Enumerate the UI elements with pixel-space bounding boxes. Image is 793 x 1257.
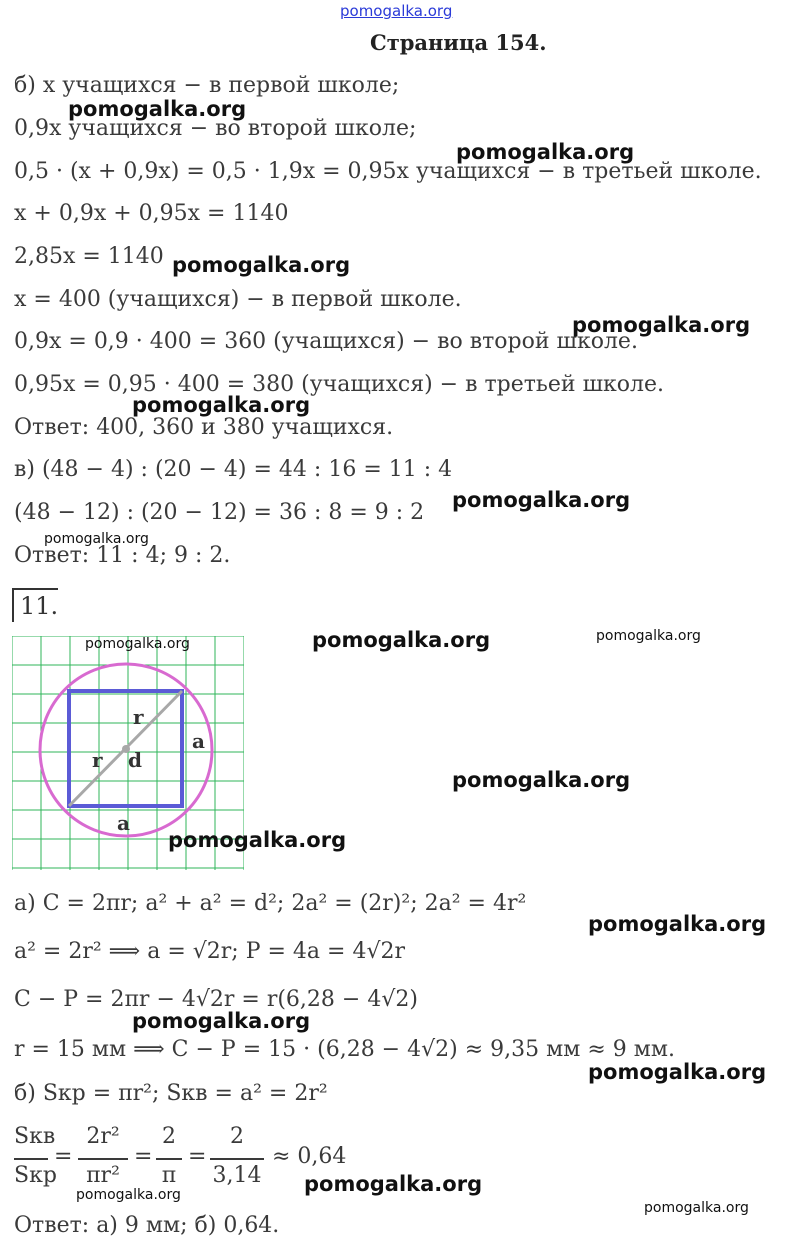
fraction-num: Sкв [14,1124,56,1149]
watermark: pomogalka.org [312,628,491,652]
answer-line: Ответ: а) 9 мм; б) 0,64. [14,1213,280,1238]
watermark: pomogalka.org [456,140,635,164]
fraction-num: 2 [230,1124,244,1149]
watermark: pomogalka.org [304,1172,483,1196]
equals-sign: = [134,1144,153,1169]
fraction-num: 2 [162,1124,176,1149]
solution-line: в) (48 − 4) : (20 − 4) = 44 : 16 = 11 : 4 [14,457,453,482]
watermark: pomogalka.org [644,1200,749,1216]
solution-line: C − P = 2πr − 4√2r = r(6,28 − 4√2) [14,987,418,1012]
task-number: 11. [12,588,58,622]
solution-line: 0,9x учащихся − во второй школе; [14,116,417,141]
fraction-bar [78,1158,128,1160]
solution-line: а) C = 2πr; a² + a² = d²; 2a² = (2r)²; 2a² = 4r² [14,891,527,916]
answer-line: Ответ: 400, 360 и 380 учащихся. [14,415,394,440]
label-r-top: r [133,705,144,729]
watermark: pomogalka.org [588,1060,767,1084]
watermark: pomogalka.org [596,628,701,644]
watermark: pomogalka.org [572,313,751,337]
page-title: Страница 154. [370,30,547,55]
solution-line: 0,5 · (x + 0,9x) = 0,5 · 1,9x = 0,95x учащихся − в третьей школе. [14,159,762,184]
answer-line: Ответ: 11 : 4; 9 : 2. [14,543,231,568]
watermark: pomogalka.org [172,253,351,277]
label-r-left: r [92,748,103,772]
watermark: pomogalka.org [76,1187,181,1203]
label-a-right: a [192,729,205,753]
equals-sign: = [188,1144,207,1169]
solution-line: x = 400 (учащихся) − в первой школе. [14,287,462,312]
watermark: pomogalka.org [132,393,311,417]
solution-line: 0,9x = 0,9 · 400 = 360 (учащихся) − во второй школе. [14,329,638,354]
watermark: pomogalka.org [452,488,631,512]
solution-line: (48 − 12) : (20 − 12) = 36 : 8 = 9 : 2 [14,500,425,525]
watermark: pomogalka.org [132,1009,311,1033]
watermark: pomogalka.org [68,97,247,121]
watermark: pomogalka.org [44,531,149,547]
solution-line: б) Sкр = πr²; Sкв = a² = 2r² [14,1081,328,1106]
solution-line: r = 15 мм ⟹ C − P = 15 · (6,28 − 4√2) ≈ 9,35 мм ≈ 9 мм. [14,1037,675,1062]
solution-line: a² = 2r² ⟹ a = √2r; P = 4a = 4√2r [14,939,405,964]
watermark: pomogalka.org [452,768,631,792]
approx-result: ≈ 0,64 [272,1144,347,1169]
fraction-num: 2r² [86,1124,120,1149]
solution-line: x + 0,9x + 0,95x = 1140 [14,201,289,226]
watermark: pomogalka.org [168,828,347,852]
site-link[interactable]: pomogalka.org [340,2,453,20]
equals-sign: = [54,1144,73,1169]
fraction-den: π [161,1163,177,1188]
solution-line: 2,85x = 1140 [14,244,164,269]
fraction-den: Sкр [14,1163,57,1188]
solution-line: 0,95x = 0,95 · 400 = 380 (учащихся) − в третьей школе. [14,372,664,397]
label-a-bottom: a [117,811,130,835]
fraction-bar [210,1158,264,1160]
fraction-den: 3,14 [212,1163,262,1188]
watermark: pomogalka.org [85,636,190,652]
solution-line: б) x учащихся − в первой школе; [14,73,400,98]
fraction-bar [14,1158,48,1160]
fraction-den: πr² [86,1163,120,1188]
fraction-bar [156,1158,182,1160]
label-d: d [128,748,142,772]
watermark: pomogalka.org [588,912,767,936]
